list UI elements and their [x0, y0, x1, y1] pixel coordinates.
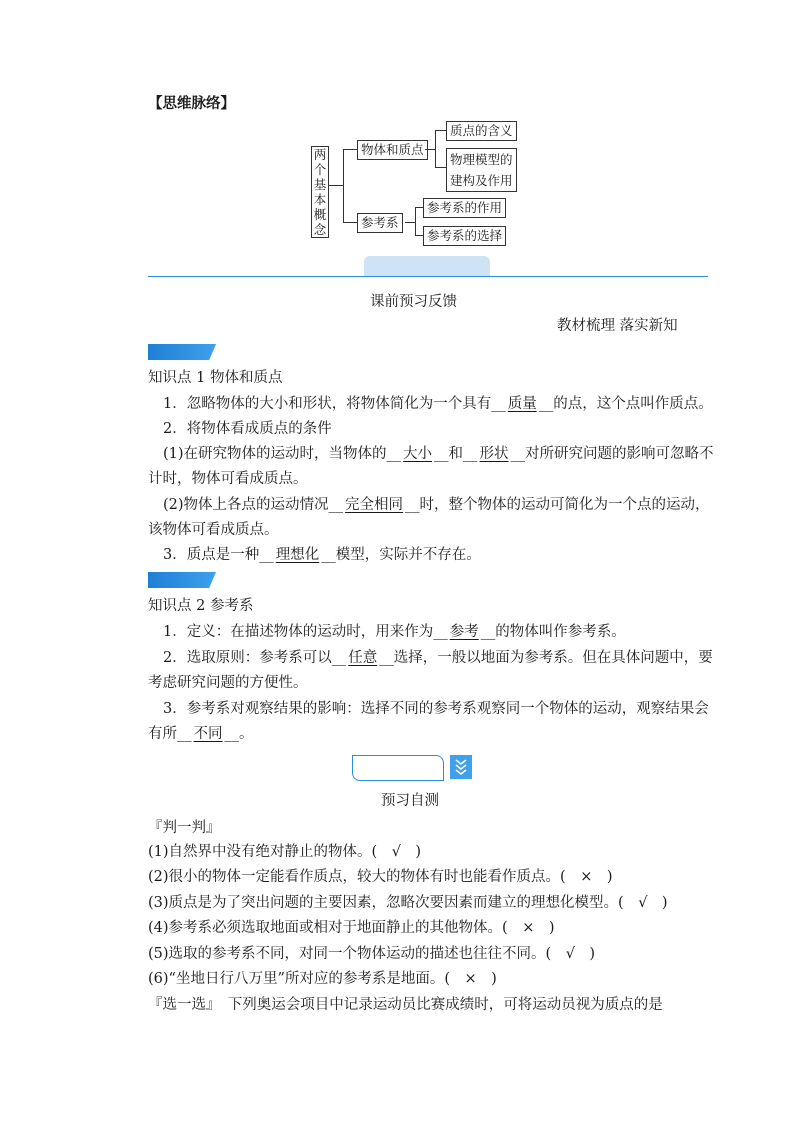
mindmap-leaf-frame-choice: 参考系的选择: [423, 226, 506, 246]
mindmap-branch-object-particle: 物体和质点: [357, 140, 428, 160]
kp1-line5: (2)物体上各点的运动情况__ 完全相同 __时，整个物体的运动可简化为一个点的运动，: [163, 497, 710, 513]
judge-item-1: (1)自然界中没有绝对静止的物体。( √ ): [148, 844, 422, 860]
judge-item-2: (2)很小的物体一定能看作质点，较大的物体有时也能看作质点。( × ): [148, 869, 613, 885]
chevron-down-icon: [450, 755, 472, 779]
kp1-line3: (1)在研究物体的运动时，当物体的__ 大小 __和__ 形状 __对所研究问题的影响可忽略不: [163, 446, 714, 462]
kp2-line4: 3．参考系对观察结果的影响：选择不同的参考系观察同一个物体的运动，观察结果会: [163, 701, 709, 717]
selftest-title: 预习自测: [381, 793, 439, 809]
mindmap: [0, 0, 794, 260]
choose-question: 下列奥运会项目中记录运动员比赛成绩时，可将运动员视为质点的是: [227, 997, 663, 1013]
section-divider: [148, 276, 708, 277]
section-title: 课前预习反馈: [370, 294, 457, 310]
kp1-line6: 该物体可看成质点。: [148, 522, 279, 538]
section-subtitle: 教材梳理 落实新知: [557, 318, 678, 334]
kp2-line3: 考虑研究问题的方便性。: [148, 675, 308, 691]
kp1-line2: 2．将物体看成质点的条件: [163, 421, 332, 437]
choose-line: [148, 993, 663, 1017]
kp2-marker: [148, 572, 216, 588]
judge-item-3: (3)质点是为了突出问题的主要因素，忽略次要因素而建立的理想化模型。( √ ): [148, 895, 668, 911]
kp1-marker: [148, 344, 216, 360]
section-banner-tab: [364, 256, 490, 276]
kp1-line7: 3．质点是一种__ 理想化 __模型，实际并不存在。: [163, 547, 481, 563]
kp1-line1: 1．忽略物体的大小和形状，将物体简化为一个具有__ 质量 __的点，这个点叫作质点。: [163, 396, 713, 412]
kp2-line1: 1．定义：在描述物体的运动时，用来作为__ 参考 __的物体叫作参考系。: [163, 624, 626, 640]
selftest-frame: [352, 755, 444, 781]
judge-item-5: (5)选取的参考系不同，对同一个物体运动的描述也往往不同。( √ ): [148, 946, 596, 962]
judge-heading: 『判一判』: [148, 820, 221, 836]
kp2-line5: 有所__ 不同 __。: [148, 726, 254, 742]
judge-item-4: (4)参考系必须选取地面或相对于地面静止的其他物体。( × ): [148, 920, 555, 936]
kp2-heading: 知识点 2 参考系: [148, 598, 254, 614]
kp2-line2: 2．选取原则：参考系可以__ 任意 __选择，一般以地面为参考系。但在具体问题中，要: [163, 650, 713, 666]
mindmap-leaf-frame-role: 参考系的作用: [423, 198, 506, 218]
mindmap-leaf-particle-meaning: 质点的含义: [446, 121, 517, 141]
choose-heading: 『选一选』: [148, 997, 214, 1013]
mindmap-heading: 【思维脉络】: [148, 95, 235, 112]
kp1-line4: 计时，物体可看成质点。: [148, 471, 308, 487]
judge-item-6: (6)“坐地日行八万里”所对应的参考系是地面。( × ): [148, 971, 497, 987]
mindmap-branch-reference-frame: 参考系: [357, 213, 403, 233]
mindmap-root: 两个基本概念: [311, 146, 329, 238]
kp1-heading: 知识点 1 物体和质点: [148, 370, 283, 386]
mindmap-leaf-physical-model: 物理模型的 建构及作用: [446, 148, 517, 192]
